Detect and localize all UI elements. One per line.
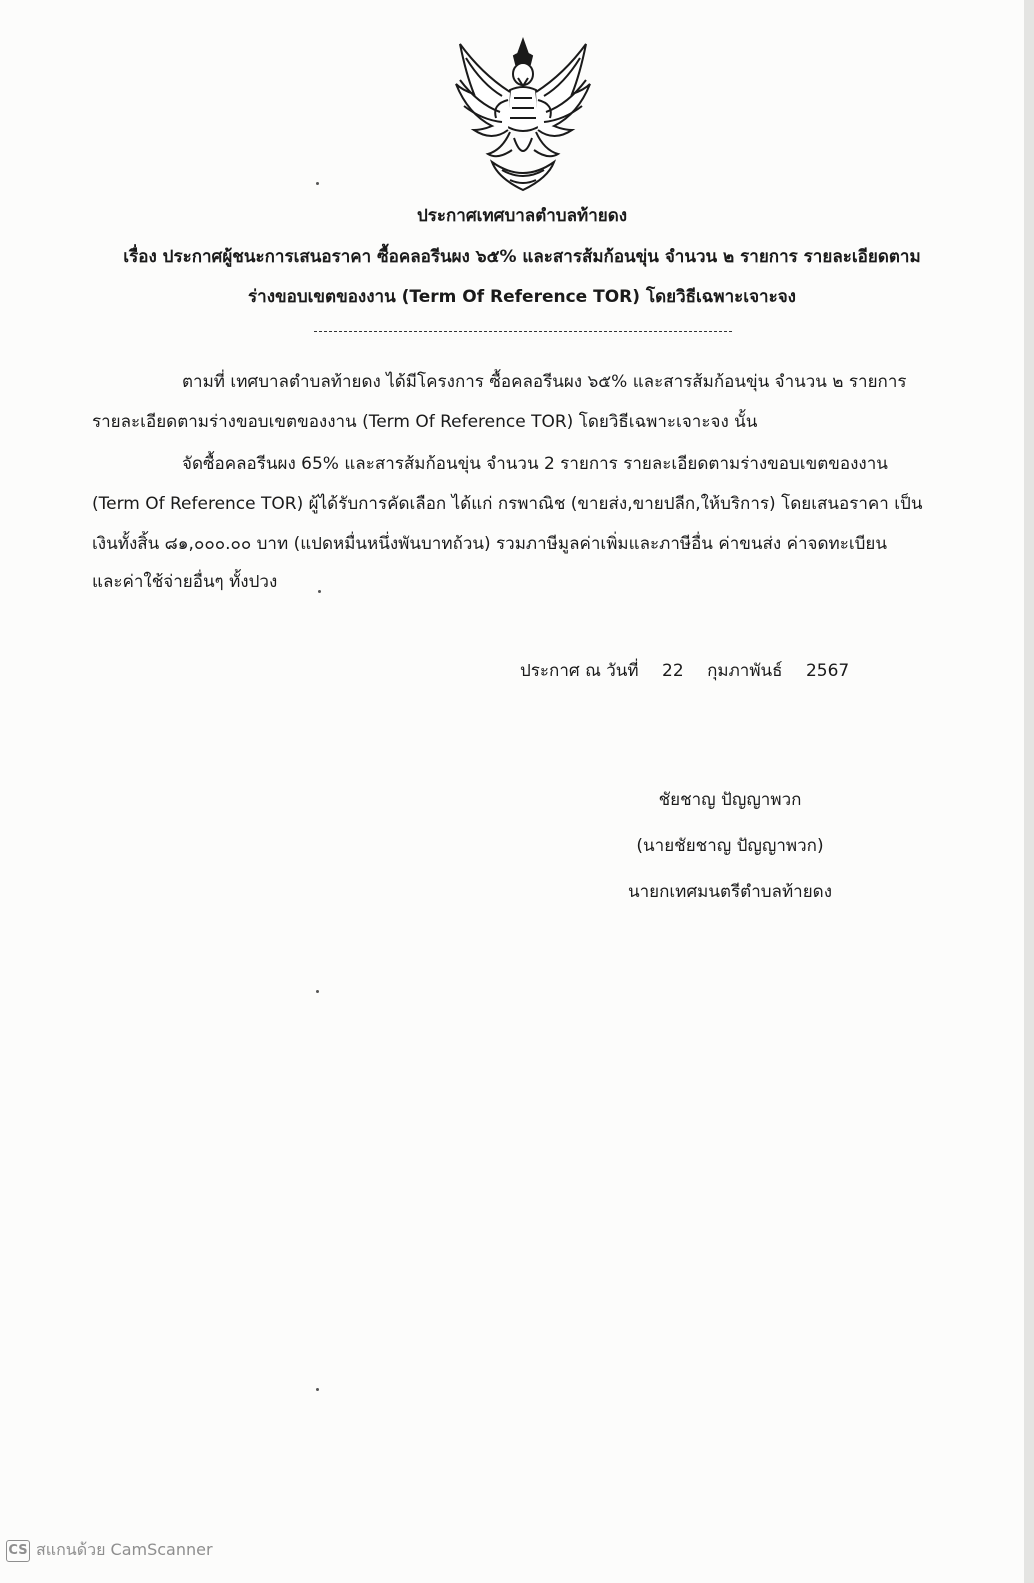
date-year: 2567 bbox=[805, 661, 850, 681]
camscanner-text: สแกนด้วย CamScanner bbox=[36, 1540, 213, 1559]
body-paragraph-2-line-1: จัดซื้อคลอรีนผง 65% และสารส้มก้อนขุ่น จำนวน 2 รายการ รายละเอียดตามร่างขอบเขตของงาน bbox=[182, 454, 888, 474]
date-prefix: ประกาศ ณ วันที่ bbox=[520, 661, 639, 681]
subject-line-2: ร่างขอบเขตของงาน (Term Of Reference TOR) โดยวิธีเฉพาะเจาะจง bbox=[248, 287, 796, 307]
body-paragraph-2-line-2: (Term Of Reference TOR) ผู้ได้รับการคัดเลือก ได้แก่ กรพาณิช (ขายส่ง,ขายปลีก,ให้บริการ) โดยเสนอราคา เป็น bbox=[92, 494, 923, 514]
scan-speck bbox=[316, 182, 319, 185]
signature-position: นายกเทศมนตรีตำบลท้ายดง bbox=[627, 882, 833, 902]
date-month: กุมภาพันธ์ bbox=[707, 661, 783, 681]
body-paragraph-1-line-1: ตามที่ เทศบาลตำบลท้ายดง ได้มีโครงการ ซื้อคลอรีนผง ๖๕% และสารส้มก้อนขุ่น จำนวน ๒ รายการ bbox=[182, 372, 907, 392]
scan-speck bbox=[316, 990, 319, 993]
scan-speck bbox=[318, 590, 321, 593]
page-edge-shadow bbox=[1024, 0, 1034, 1583]
camscanner-logo-icon: CS bbox=[6, 1540, 30, 1562]
scan-speck bbox=[316, 1388, 319, 1391]
body-paragraph-2-line-4: และค่าใช้จ่ายอื่นๆ ทั้งปวง bbox=[92, 572, 278, 592]
signature-printed-name: (นายชัยชาญ ปัญญาพวก) bbox=[636, 836, 824, 856]
separator-line bbox=[314, 331, 732, 332]
garuda-emblem-icon bbox=[452, 34, 594, 196]
camscanner-watermark bbox=[6, 1538, 213, 1563]
date-day: 22 bbox=[662, 661, 684, 681]
subject-line-1: เรื่อง ประกาศผู้ชนะการเสนอราคา ซื้อคลอรีนผง ๖๕% และสารส้มก้อนขุ่น จำนวน ๒ รายการ รายละเอียดตาม bbox=[123, 247, 921, 267]
signature-name: ชัยชาญ ปัญญาพวก bbox=[658, 790, 802, 810]
announcement-date bbox=[520, 657, 867, 684]
body-paragraph-1-line-2: รายละเอียดตามร่างขอบเขตของงาน (Term Of Reference TOR) โดยวิธีเฉพาะเจาะจง นั้น bbox=[92, 412, 758, 432]
announcement-title: ประกาศเทศบาลตำบลท้ายดง bbox=[416, 206, 628, 226]
body-paragraph-2-line-3: เงินทั้งสิ้น ๘๑,๐๐๐.๐๐ บาท (แปดหมื่นหนึ่งพันบาทถ้วน) รวมภาษีมูลค่าเพิ่มและภาษีอื่น ค่าขนส่ง ค่าจดทะเบียน bbox=[92, 534, 888, 554]
